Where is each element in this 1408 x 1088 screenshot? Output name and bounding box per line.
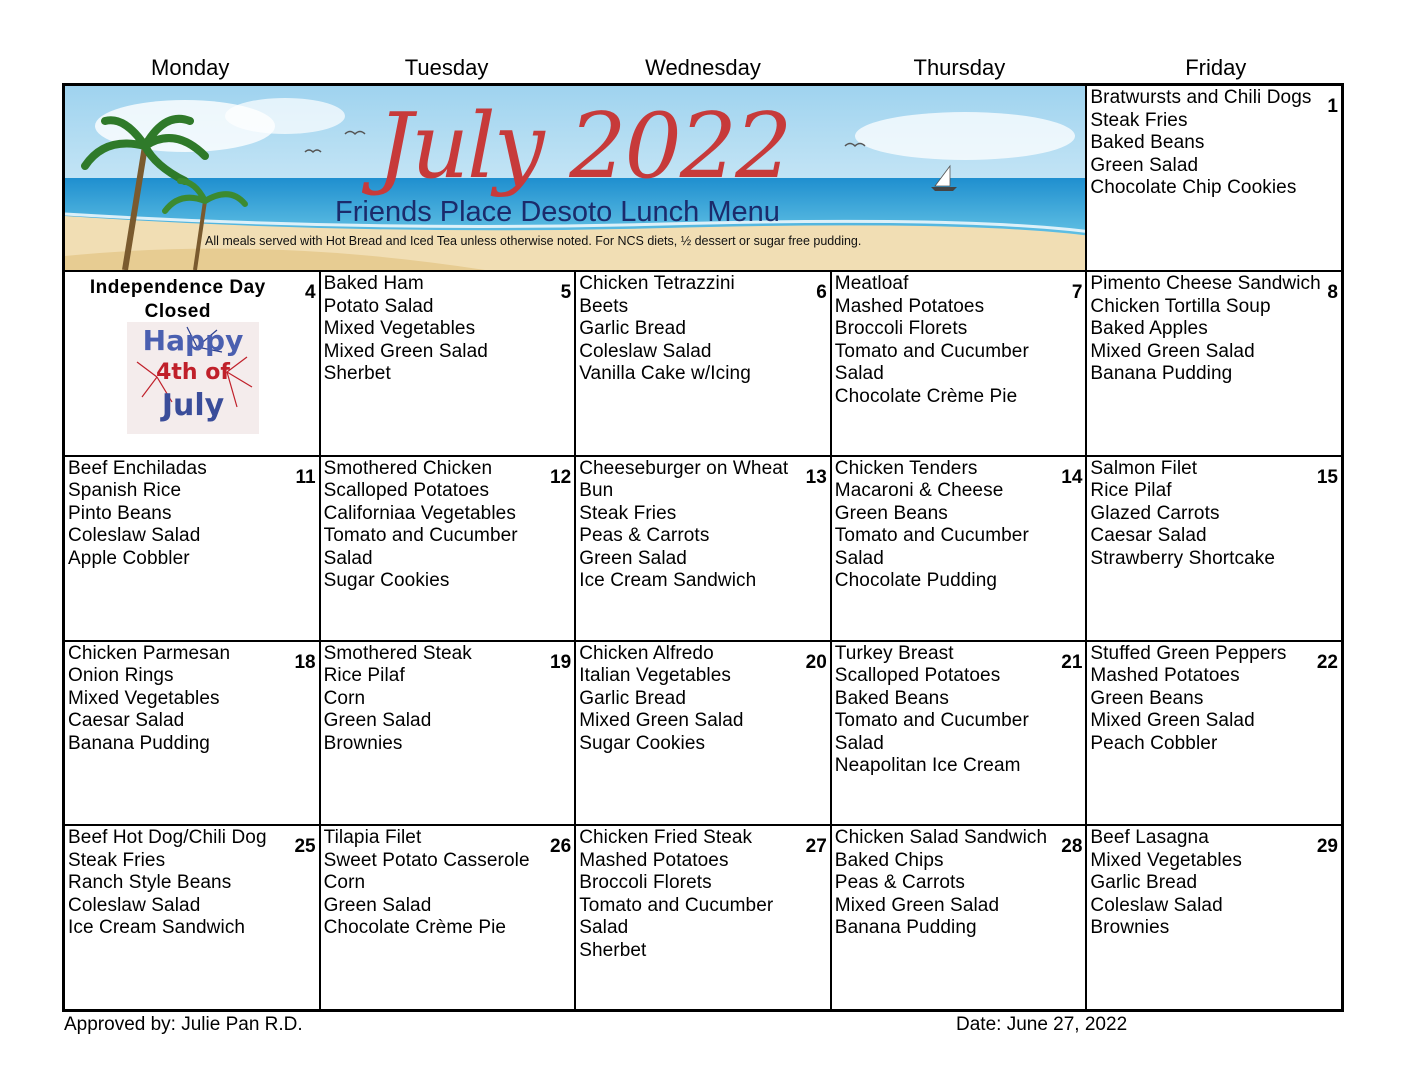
day-number: 22 — [1316, 651, 1338, 673]
menu-item: Mixed Green Salad — [579, 710, 744, 731]
menu-item: Pinto Beans — [68, 502, 172, 524]
day-cell — [575, 271, 831, 456]
day-number: 20 — [805, 651, 827, 673]
menu-item: Chicken Tortilla Soup — [1090, 295, 1271, 317]
menu-item: Green Salad — [323, 894, 432, 916]
happy-4th-of-july-image — [127, 322, 259, 434]
day-number: 21 — [1061, 651, 1083, 673]
day-number: 15 — [1316, 466, 1338, 488]
menu-item: Mashed Potatoes — [1090, 665, 1240, 686]
menu-item: Steak Fries — [68, 849, 166, 871]
banner-title: July 2022 — [377, 94, 791, 199]
day-cell — [1086, 85, 1342, 271]
day-cell — [64, 456, 320, 641]
menu-item: Chicken Fried Steak — [579, 827, 753, 849]
banner-subtitle: Friends Place Desoto Lunch Menu — [335, 196, 780, 228]
menu-item: Vanilla Cake w/Icing — [579, 363, 751, 384]
day-cell — [575, 456, 831, 641]
menu-items — [1087, 826, 1341, 940]
menu-item: Peas & Carrots — [834, 872, 966, 894]
menu-item: Apple Cobbler — [68, 547, 190, 569]
day-header: Monday — [151, 55, 230, 80]
day-cell — [320, 641, 576, 826]
menu-item: Tomato and Cucumber — [834, 340, 1029, 362]
menu-item: Smothered Steak — [323, 642, 472, 664]
day-header: Tuesday — [404, 55, 489, 80]
menu-items — [832, 642, 1086, 778]
day-cell — [831, 456, 1087, 641]
menu-item: Tomato and Cucumber — [834, 710, 1029, 731]
menu-item: Mixed Vegetables — [323, 318, 476, 339]
menu-item: Ranch Style Beans — [68, 872, 232, 894]
menu-items — [832, 457, 1086, 593]
menu-item: Salmon Filet — [1090, 457, 1198, 479]
menu-item: Mashed Potatoes — [579, 849, 729, 871]
day-header: Friday — [1185, 55, 1247, 80]
menu-item: Coleslaw Salad — [68, 525, 201, 547]
menu-item: Meatloaf — [834, 273, 909, 294]
fourth-text: 4th — [156, 360, 198, 385]
day-cell — [575, 641, 831, 826]
menu-items — [1087, 642, 1341, 756]
day-number: 11 — [295, 466, 316, 488]
of-text: of — [205, 360, 230, 385]
menu-item: Salad — [323, 547, 373, 569]
approved-by: Approved by: Julie Pan R.D. — [64, 1014, 303, 1035]
menu-item: Green Salad — [1090, 154, 1199, 176]
menu-item: Sherbet — [579, 939, 647, 961]
menu-items — [832, 826, 1086, 940]
menu-item: Italian Vegetables — [579, 665, 731, 686]
menu-item: Baked Chips — [834, 849, 944, 871]
closed-line-1: Independence Day — [89, 277, 266, 298]
menu-item: Green Beans — [834, 502, 948, 524]
menu-item: Broccoli Florets — [579, 872, 712, 894]
menu-item: Corn — [323, 687, 366, 709]
closed-notice — [65, 272, 291, 324]
menu-items — [1087, 457, 1341, 571]
day-cell — [1086, 641, 1342, 826]
menu-items — [321, 272, 575, 386]
menu-items — [832, 272, 1086, 408]
menu-item: Banana Pudding — [834, 917, 977, 939]
menu-item: Caesar Salad — [1090, 525, 1207, 547]
calendar-grid — [62, 83, 1344, 1012]
july-text: July — [161, 388, 225, 423]
menu-item: Caesar Salad — [68, 710, 185, 731]
menu-item: Coleslaw Salad — [68, 894, 201, 916]
menu-items — [65, 457, 319, 571]
day-cell — [831, 825, 1087, 1010]
day-number: 27 — [805, 836, 827, 858]
menu-item: Brownies — [323, 732, 403, 754]
menu-item: Strawberry Shortcake — [1090, 547, 1276, 569]
menu-item: Tomato and Cucumber — [323, 525, 518, 547]
menu-item: Smothered Chicken — [323, 457, 493, 479]
day-number: 8 — [1327, 282, 1338, 303]
day-cell — [831, 271, 1087, 456]
menu-item: Baked Apples — [1090, 318, 1208, 339]
day-number: 1 — [1327, 96, 1338, 117]
day-cell — [1086, 456, 1342, 641]
menu-item: Brownies — [1090, 917, 1170, 939]
day-cell — [575, 825, 831, 1010]
menu-item: Bratwursts and Chili Dogs — [1090, 87, 1312, 108]
menu-item: Chicken Parmesan — [68, 642, 231, 664]
day-number: 12 — [550, 466, 572, 488]
closed-line-2: Closed — [144, 301, 211, 322]
menu-item: Neapolitan Ice Cream — [834, 755, 1021, 776]
menu-item: Peach Cobbler — [1090, 732, 1218, 754]
menu-item: Chicken Tenders — [834, 457, 978, 479]
day-cell-closed — [64, 271, 320, 456]
menu-item: Mixed Vegetables — [1090, 849, 1242, 871]
menu-item: Garlic Bread — [579, 318, 686, 339]
menu-item: Rice Pilaf — [1090, 480, 1172, 502]
menu-item: Ice Cream Sandwich — [68, 917, 246, 939]
day-number: 5 — [560, 282, 572, 303]
menu-items — [65, 642, 319, 756]
menu-item: Sweet Potato Casserole — [323, 849, 530, 871]
menu-item: Baked Beans — [834, 687, 949, 709]
menu-item: Scalloped Potatoes — [834, 665, 1001, 686]
menu-item: Baked Ham — [323, 273, 424, 294]
beach-banner — [64, 85, 1086, 271]
menu-items — [321, 457, 575, 593]
day-header: Wednesday — [645, 55, 761, 80]
menu-item: Mashed Potatoes — [834, 295, 985, 317]
menu-items — [576, 826, 830, 962]
menu-item: Banana Pudding — [68, 732, 210, 754]
day-number: 18 — [294, 651, 316, 673]
menu-item: Mixed Green Salad — [1090, 340, 1255, 362]
menu-item: Salad — [834, 363, 884, 384]
day-number: 13 — [805, 466, 827, 488]
menu-item: Mixed Green Salad — [834, 894, 1000, 916]
day-number: 19 — [550, 651, 572, 673]
menu-item: Ice Cream Sandwich — [579, 570, 757, 592]
menu-item: Baked Beans — [1090, 132, 1205, 153]
menu-item: Mixed Vegetables — [68, 687, 220, 709]
menu-items — [576, 272, 830, 386]
menu-item: Macaroni & Cheese — [834, 480, 1004, 502]
menu-items — [321, 642, 575, 756]
menu-item: Salad — [834, 547, 884, 569]
weekday-header — [62, 54, 1344, 82]
menu-item: Chocolate Crème Pie — [834, 385, 1018, 407]
menu-item: Garlic Bread — [1090, 872, 1198, 894]
day-cell — [1086, 271, 1342, 456]
menu-item: Cheeseburger on Wheat — [579, 457, 789, 479]
menu-item: Coleslaw Salad — [579, 340, 712, 362]
menu-item: Beef Enchiladas — [68, 457, 207, 479]
day-number: 4 — [305, 282, 316, 303]
menu-item: Scalloped Potatoes — [323, 480, 490, 502]
menu-item: Stuffed Green Peppers — [1090, 642, 1287, 664]
day-cell — [1086, 825, 1342, 1010]
menu-items — [576, 642, 830, 756]
menu-item: Tomato and Cucumber — [579, 894, 774, 916]
menu-items — [65, 826, 319, 940]
day-number: 6 — [816, 282, 827, 303]
day-cell — [64, 825, 320, 1010]
menu-item: Beets — [579, 295, 629, 317]
happy-text: Happy — [142, 324, 244, 357]
menu-item: Californiaa Vegetables — [323, 502, 516, 524]
menu-item: Sugar Cookies — [579, 732, 706, 754]
menu-item: Beef Hot Dog/Chili Dog — [68, 827, 267, 849]
menu-date: Date: June 27, 2022 — [956, 1014, 1128, 1035]
day-number: 29 — [1316, 836, 1338, 858]
menu-item: Salad — [579, 917, 629, 939]
menu-items — [576, 457, 830, 593]
menu-item: Rice Pilaf — [323, 665, 405, 686]
day-cell — [64, 641, 320, 826]
day-number: 14 — [1061, 466, 1083, 488]
menu-item: Chicken Salad Sandwich — [834, 827, 1048, 849]
menu-item: Beef Lasagna — [1090, 827, 1209, 849]
menu-item: Turkey Breast — [834, 642, 954, 664]
menu-item: Salad — [834, 732, 884, 754]
menu-item: Mixed Green Salad — [1090, 710, 1255, 731]
menu-item: Chicken Tetrazzini — [579, 273, 735, 294]
day-cell — [320, 456, 576, 641]
menu-item: Green Salad — [579, 547, 687, 569]
menu-item: Banana Pudding — [1090, 363, 1233, 384]
menu-item: Chicken Alfredo — [579, 642, 714, 664]
menu-item: Mixed Green Salad — [323, 340, 488, 362]
day-number: 25 — [294, 836, 316, 858]
menu-item: Tomato and Cucumber — [834, 525, 1029, 547]
menu-item: Peas & Carrots — [579, 525, 710, 547]
menu-item: Potato Salad — [323, 295, 434, 317]
day-cell — [320, 825, 576, 1010]
menu-item: Garlic Bread — [579, 687, 686, 709]
menu-item: Chocolate Chip Cookies — [1090, 177, 1297, 198]
menu-item: Broccoli Florets — [834, 318, 968, 339]
menu-item: Onion Rings — [68, 665, 174, 686]
menu-items — [1087, 86, 1341, 200]
day-number: 26 — [550, 836, 572, 858]
menu-item: Spanish Rice — [68, 480, 182, 502]
banner-note: All meals served with Hot Bread and Iced Tea unless otherwise noted. For NCS diets, ½ dessert or sugar free pudding. — [205, 234, 862, 248]
menu-item: Sugar Cookies — [323, 570, 450, 592]
menu-item: Tilapia Filet — [323, 827, 422, 849]
menu-item: Chocolate Pudding — [834, 570, 998, 592]
menu-item: Corn — [323, 872, 366, 894]
menu-items — [1087, 272, 1341, 386]
menu-item: Steak Fries — [1090, 109, 1188, 131]
day-number: 28 — [1061, 836, 1083, 858]
menu-item: Coleslaw Salad — [1090, 894, 1223, 916]
menu-item: Sherbet — [323, 363, 391, 384]
menu-item: Green Salad — [323, 710, 432, 731]
day-cell — [320, 271, 576, 456]
day-header: Thursday — [913, 55, 1006, 80]
menu-item: Green Beans — [1090, 687, 1204, 709]
menu-item: Glazed Carrots — [1090, 502, 1220, 524]
menu-item: Chocolate Crème Pie — [323, 917, 507, 939]
day-cell — [831, 641, 1087, 826]
menu-items — [321, 826, 575, 940]
menu-item: Pimento Cheese Sandwich — [1090, 273, 1321, 294]
day-number: 7 — [1071, 282, 1083, 303]
menu-item: Bun — [579, 480, 614, 502]
menu-item: Steak Fries — [579, 502, 677, 524]
